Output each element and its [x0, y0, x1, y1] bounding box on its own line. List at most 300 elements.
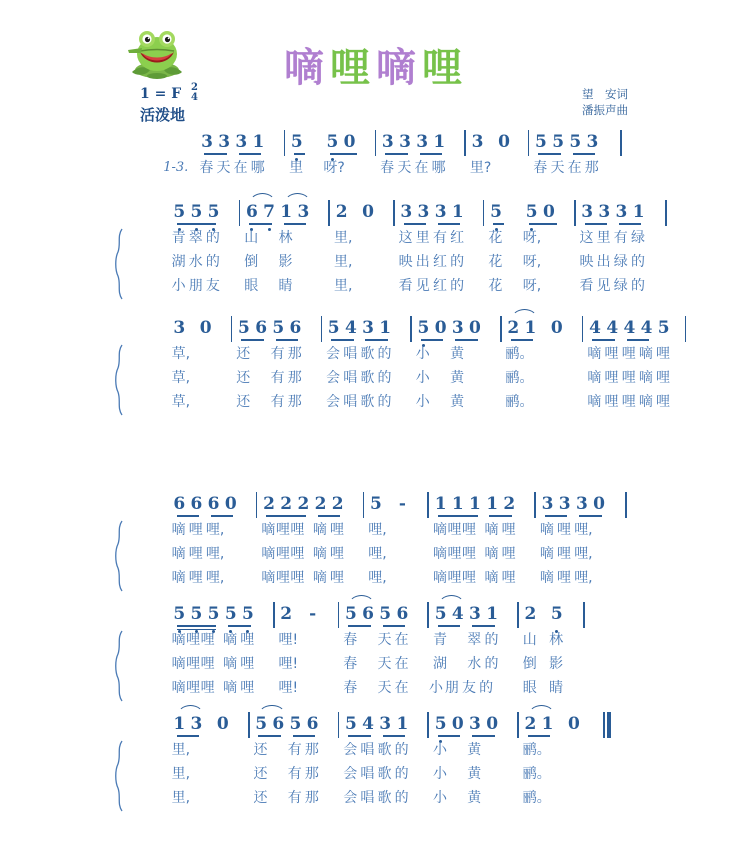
note: 2 [335, 202, 348, 222]
lyric-syllable: 红 [432, 254, 447, 270]
lyric-syllable: 哩 [656, 394, 671, 410]
lyric-syllable: 翠 [467, 632, 482, 648]
lyric-syllable: 红 [450, 230, 465, 246]
lyric-syllable: 哩 [501, 570, 516, 586]
note: 6 [396, 604, 409, 624]
note: 3 [469, 714, 481, 734]
beam-line [573, 153, 595, 155]
note: 1 [486, 604, 499, 624]
note: 2 [524, 604, 537, 624]
lyric-syllable: 嘀 [223, 632, 238, 648]
lyric-syllable: 嘀 [312, 546, 327, 562]
lyric-syllable: 唱 [343, 346, 358, 362]
lyric-syllable: 嘀 [539, 546, 554, 562]
note: 5 [490, 202, 502, 222]
lyric-syllable: 哩 [275, 570, 290, 586]
key-signature [140, 84, 198, 104]
lyric-syllable: 哩 [621, 346, 636, 362]
note: 3 [235, 132, 248, 152]
lyric-syllable: 草, [171, 346, 191, 362]
lyric-syllable: 里? [469, 160, 492, 176]
note-row [126, 198, 645, 228]
lyric-syllable: 哩 [186, 632, 201, 648]
note: 3 [581, 202, 594, 222]
lyric-syllable: 唱 [360, 742, 375, 758]
lyric-syllable: 山 [522, 632, 537, 648]
lyric-row [126, 392, 671, 416]
note: 0 [199, 318, 212, 338]
lyric-syllable: 哪 [431, 160, 446, 176]
lyric-syllable: 还 [236, 370, 251, 386]
note: 4 [451, 604, 464, 624]
beam-line [455, 339, 477, 341]
beam-line [293, 735, 315, 737]
system-1 [126, 128, 626, 182]
beam-line [266, 515, 306, 517]
bar-line [338, 712, 340, 738]
bar-line [393, 200, 395, 226]
lyric-syllable: 林 [278, 230, 293, 246]
lyric-syllable: 在 [414, 160, 429, 176]
lyric-syllable: 哩 [557, 546, 572, 562]
note: 5 [289, 714, 302, 734]
title-char-2: 嘀 [376, 45, 420, 91]
lyric-syllable: 黄 [450, 346, 465, 362]
bar-line [427, 602, 429, 628]
lyric-syllable: 嘀 [484, 522, 499, 538]
note: 0 [593, 494, 605, 514]
lyric-syllable: 小 [415, 394, 430, 410]
lyric-syllable: 哩 [200, 632, 215, 648]
beam-line [284, 223, 306, 225]
beam-line [538, 153, 560, 155]
time-denominator: 4 [191, 92, 199, 103]
note: 5 [552, 132, 565, 152]
lyric-syllable: 哩 [447, 570, 462, 586]
note: 6 [362, 604, 374, 624]
beam-line [239, 153, 261, 155]
lyric-syllable: 鹂。 [522, 742, 551, 758]
lyric-syllable: 的 [377, 394, 392, 410]
lyric-syllable: 嘀 [261, 522, 276, 538]
note: 5 [190, 202, 203, 222]
lyric-syllable: 的 [450, 278, 465, 294]
lyric-syllable: 出 [415, 254, 430, 270]
lyric-syllable: 哩 [656, 370, 671, 386]
note: 3 [362, 318, 374, 338]
lyric-syllable: 映 [398, 254, 413, 270]
lyric-syllable: 还 [236, 394, 251, 410]
bar-line [375, 130, 377, 156]
bar-line [685, 316, 687, 342]
note: 5 [326, 132, 339, 152]
note: 2 [314, 494, 327, 514]
lyric-syllable: 看 [579, 278, 594, 294]
lyric-syllable: 小 [432, 766, 447, 782]
lyric-syllable: 嘀 [539, 570, 554, 586]
lyric-syllable: 春 [533, 160, 548, 176]
lyric-block [126, 740, 626, 812]
lyric-syllable: 哩 [604, 370, 619, 386]
note: 3 [541, 494, 554, 514]
lyric-syllable: 哩, [205, 522, 225, 538]
lyric-syllable: 还 [236, 346, 251, 362]
lyric-syllable: 有 [432, 230, 447, 246]
bar-line [528, 130, 530, 156]
note: 5 [173, 202, 186, 222]
lyric-syllable: 哩 [447, 522, 462, 538]
note: 5 [379, 604, 392, 624]
bar-line [321, 316, 323, 342]
lyric-syllable: 哩 [330, 570, 344, 586]
note: 3 [173, 318, 186, 338]
note: 0 [568, 714, 580, 734]
lyric-syllable: 歌 [360, 346, 375, 362]
lyric-syllable: 影 [278, 254, 293, 270]
beam-line [438, 223, 460, 225]
lyric-syllable: 呀? [323, 160, 345, 176]
bar-line [483, 200, 485, 226]
note: 0 [542, 202, 555, 222]
note: 1 [252, 132, 265, 152]
lyric-syllable: 还 [253, 766, 268, 782]
lyric-syllable: 唱 [360, 790, 375, 806]
lyric-syllable: 天 [377, 632, 392, 648]
beam-line [489, 515, 511, 517]
note: 1 [451, 494, 464, 514]
lyric-syllable: 哩 [240, 680, 255, 696]
lyric-syllable: 哩 [621, 394, 636, 410]
system-3 [126, 314, 671, 416]
note: 4 [606, 318, 619, 338]
note: 3 [586, 132, 599, 152]
key-label: 1 = F [140, 86, 182, 102]
lyric-syllable: 春 [380, 160, 395, 176]
lyric-syllable: 哪 [250, 160, 265, 176]
bar-line [410, 316, 412, 342]
lyric-row [126, 228, 645, 252]
note: 4 [589, 318, 601, 338]
note: 5 [370, 494, 382, 514]
lyric-syllable: 那 [287, 370, 302, 386]
verse-brace [114, 228, 124, 300]
lyric-syllable: 那 [287, 346, 302, 362]
lyric-syllable: 嘀 [638, 370, 653, 386]
beam-line [619, 223, 641, 225]
note: 5 [417, 318, 430, 338]
lyric-syllable: 嘀 [223, 656, 238, 672]
note: 7 [263, 202, 275, 222]
note: 5 [207, 202, 220, 222]
lyric-syllable: 里, [171, 742, 191, 758]
lyric-syllable: 小 [415, 370, 430, 386]
note: 5 [190, 604, 203, 624]
lyric-syllable: 有 [270, 370, 285, 386]
lyric-syllable: 哩! [278, 680, 299, 696]
note: 1 [396, 714, 409, 734]
lyric-syllable: 哩 [604, 346, 619, 362]
lyric-syllable: 歌 [360, 370, 375, 386]
beam-line [348, 625, 370, 627]
lyric-syllable: 嘀 [432, 570, 447, 586]
bar-line [625, 492, 627, 518]
lyric-syllable: 黄 [467, 766, 482, 782]
lyric-syllable: 在 [394, 680, 409, 696]
lyric-syllable: 哩, [205, 546, 225, 562]
note: 4 [344, 318, 357, 338]
note: 5 [344, 604, 357, 624]
lyric-syllable: 哩, [368, 522, 387, 538]
note: - [309, 604, 317, 624]
bar-line [256, 492, 258, 518]
note: 1 [433, 132, 446, 152]
note: 1 [434, 494, 447, 514]
lyric-syllable: 的 [394, 790, 409, 806]
lyric-syllable: 嘀 [638, 394, 653, 410]
beam-line [385, 153, 407, 155]
beam-line [348, 735, 370, 737]
lyric-syllable: 这 [398, 230, 413, 246]
lyric-syllable: 的 [394, 766, 409, 782]
lyric-row [126, 368, 671, 392]
lyric-syllable: 天 [377, 656, 392, 672]
bar-line [464, 130, 466, 156]
verse-brace [114, 740, 124, 812]
lyric-block [126, 520, 626, 592]
lyric-syllable: 会 [326, 346, 341, 362]
note: 3 [434, 202, 447, 222]
note: 0 [451, 714, 464, 734]
time-signature [191, 83, 198, 103]
lyric-row [126, 678, 626, 702]
beam-line [592, 339, 614, 341]
bar-line [338, 602, 340, 628]
note: 2 [331, 494, 344, 514]
lyric-syllable: 歌 [377, 742, 392, 758]
lyric-syllable: 里, [333, 254, 353, 270]
composer-credit: 潘振声曲 [582, 103, 628, 117]
beam-line [294, 153, 305, 155]
lyric-syllable: 眼 [244, 278, 259, 294]
lyric-syllable: 嘀 [312, 570, 327, 586]
lyric-syllable: 草, [171, 394, 191, 410]
bar-line [582, 316, 584, 342]
lyric-syllable: 嘀 [484, 546, 499, 562]
lyric-syllable: 嘀 [171, 546, 186, 562]
lyric-syllable: 那 [304, 790, 319, 806]
lyric-syllable: 哩 [447, 546, 462, 562]
note: 1 [632, 202, 645, 222]
lyric-syllable: 林 [549, 632, 564, 648]
lyric-syllable: 湖 [171, 254, 186, 270]
lyric-syllable: 歌 [360, 394, 375, 410]
beam-line [177, 625, 217, 627]
note: 5 [525, 202, 538, 222]
lyric-syllable: 嘀 [261, 570, 276, 586]
lyric-syllable: 哩, [368, 570, 387, 586]
note: 5 [173, 604, 186, 624]
note: 5 [535, 132, 547, 152]
beam-line [249, 223, 271, 225]
note: 0 [434, 318, 447, 338]
lyric-syllable: 歌 [377, 766, 392, 782]
lyric-syllable: 哩 [656, 346, 671, 362]
lyric-syllable: 花 [488, 254, 503, 270]
beam-line [585, 223, 607, 225]
lyric-syllable: 哩 [501, 546, 516, 562]
lyric-syllable: 里 [415, 230, 430, 246]
lyric-syllable: 天 [397, 160, 412, 176]
system-5 [126, 600, 626, 702]
note: 0 [550, 318, 563, 338]
note: 6 [306, 714, 319, 734]
page-title [0, 36, 750, 93]
lyric-row [126, 158, 626, 182]
lyric-syllable: 唱 [343, 394, 358, 410]
note: 5 [327, 318, 340, 338]
lyric-syllable: 哩, [205, 570, 225, 586]
bar-line [620, 130, 622, 156]
tempo-marking: 活泼地 [140, 106, 186, 124]
lyric-syllable: 的 [484, 632, 499, 648]
beam-line [438, 625, 460, 627]
note: 3 [471, 132, 484, 152]
note: 5 [290, 132, 303, 152]
lyric-syllable: 绿 [630, 230, 645, 246]
lyric-syllable: 哩 [604, 394, 619, 410]
lyric-syllable: 的 [394, 742, 409, 758]
bar-line [500, 316, 502, 342]
lyric-syllable: 水 [188, 254, 203, 270]
verse-brace [114, 344, 124, 416]
bar-line [583, 602, 585, 628]
lyric-row [126, 276, 645, 300]
lyric-block [126, 344, 671, 416]
lyric-syllable: 有 [287, 742, 302, 758]
lyric-syllable: 里 [596, 230, 611, 246]
lyric-syllable: 呀, [522, 254, 542, 270]
lyric-syllable: 哩 [275, 522, 290, 538]
lyric-syllable: 倒 [244, 254, 259, 270]
beam-line [241, 339, 263, 341]
beam-line [211, 515, 233, 517]
beam-line [493, 223, 504, 225]
lyric-syllable: 哩 [200, 656, 215, 672]
beam-line [438, 515, 478, 517]
beam-line [365, 339, 387, 341]
lyric-syllable: 黄 [450, 394, 465, 410]
lyric-syllable: 见 [415, 278, 430, 294]
note: 3 [598, 202, 611, 222]
lyric-syllable: 嘀 [484, 570, 499, 586]
lyric-syllable: 鹂。 [505, 370, 534, 386]
beam-line [404, 223, 426, 225]
lyric-block [126, 228, 645, 300]
lyric-syllable: 哩 [290, 570, 305, 586]
lyric-syllable: 鹂。 [522, 790, 551, 806]
note: 3 [469, 604, 481, 624]
lyric-syllable: 春 [343, 680, 358, 696]
note: 3 [379, 714, 392, 734]
beam-line [276, 339, 298, 341]
note: 0 [362, 202, 374, 222]
lyric-syllable: 的 [205, 254, 220, 270]
lyric-syllable: 影 [549, 656, 564, 672]
lyric-syllable: 哩 [621, 370, 636, 386]
beam-line [579, 515, 601, 517]
lyric-syllable: 青 [171, 230, 186, 246]
lyric-syllable: 嘀 [223, 680, 238, 696]
lyric-row [126, 544, 626, 568]
lyric-syllable: 翠 [188, 230, 203, 246]
bar-line [248, 712, 250, 738]
lyric-syllable: 在 [233, 160, 248, 176]
system-2 [126, 198, 645, 300]
lyric-syllable: 有 [287, 790, 302, 806]
note: 5 [434, 604, 447, 624]
beam-line [529, 223, 557, 225]
lyric-syllable: 哩 [462, 570, 476, 586]
note: 2 [524, 714, 537, 734]
beam-line [331, 339, 353, 341]
note: 5 [241, 604, 254, 624]
note-row [126, 314, 670, 344]
lyric-syllable: 会 [326, 370, 341, 386]
note: 6 [245, 202, 258, 222]
lyric-syllable: 哩 [290, 522, 305, 538]
lyric-syllable: 草, [171, 370, 191, 386]
lyric-syllable: 呀, [522, 278, 542, 294]
lyric-syllable: 还 [253, 790, 268, 806]
bar-line [517, 712, 519, 738]
note: 1 [173, 714, 186, 734]
note: 0 [498, 132, 510, 152]
lyric-syllable: 里, [333, 278, 353, 294]
verse-brace [114, 520, 124, 592]
note: 5 [238, 318, 250, 338]
lyric-syllable: 哩 [240, 656, 255, 672]
note: 6 [190, 494, 203, 514]
lyric-syllable: 哩, [574, 522, 593, 538]
beam-line [421, 339, 443, 341]
beam-line [528, 735, 550, 737]
lyric-syllable: 哩! [278, 632, 299, 648]
lyric-syllable: 哩 [275, 546, 290, 562]
lyric-syllable: 哩, [574, 546, 593, 562]
lyric-syllable: 山 [244, 230, 259, 246]
lyric-syllable: 水 [467, 656, 482, 672]
verse-marker: 1-3. [163, 160, 189, 175]
lyric-syllable: 在 [394, 656, 409, 672]
bar-line [328, 200, 330, 226]
lyric-syllable: 那 [304, 742, 319, 758]
lyric-syllable: 绿 [613, 278, 628, 294]
lyric-syllable: 春 [199, 160, 214, 176]
note: 3 [417, 202, 430, 222]
lyric-syllable: 小 [432, 742, 447, 758]
note: 3 [190, 714, 203, 734]
note-row [126, 600, 626, 630]
note: 4 [362, 714, 374, 734]
lyric-syllable: 睛 [278, 278, 293, 294]
note: 5 [550, 604, 563, 624]
lyric-syllable: 哩 [557, 522, 572, 538]
note: 1 [451, 202, 464, 222]
lyric-syllable: 那 [287, 394, 302, 410]
lyric-syllable: 这 [579, 230, 594, 246]
lyric-row [126, 344, 671, 368]
note: 0 [486, 714, 499, 734]
